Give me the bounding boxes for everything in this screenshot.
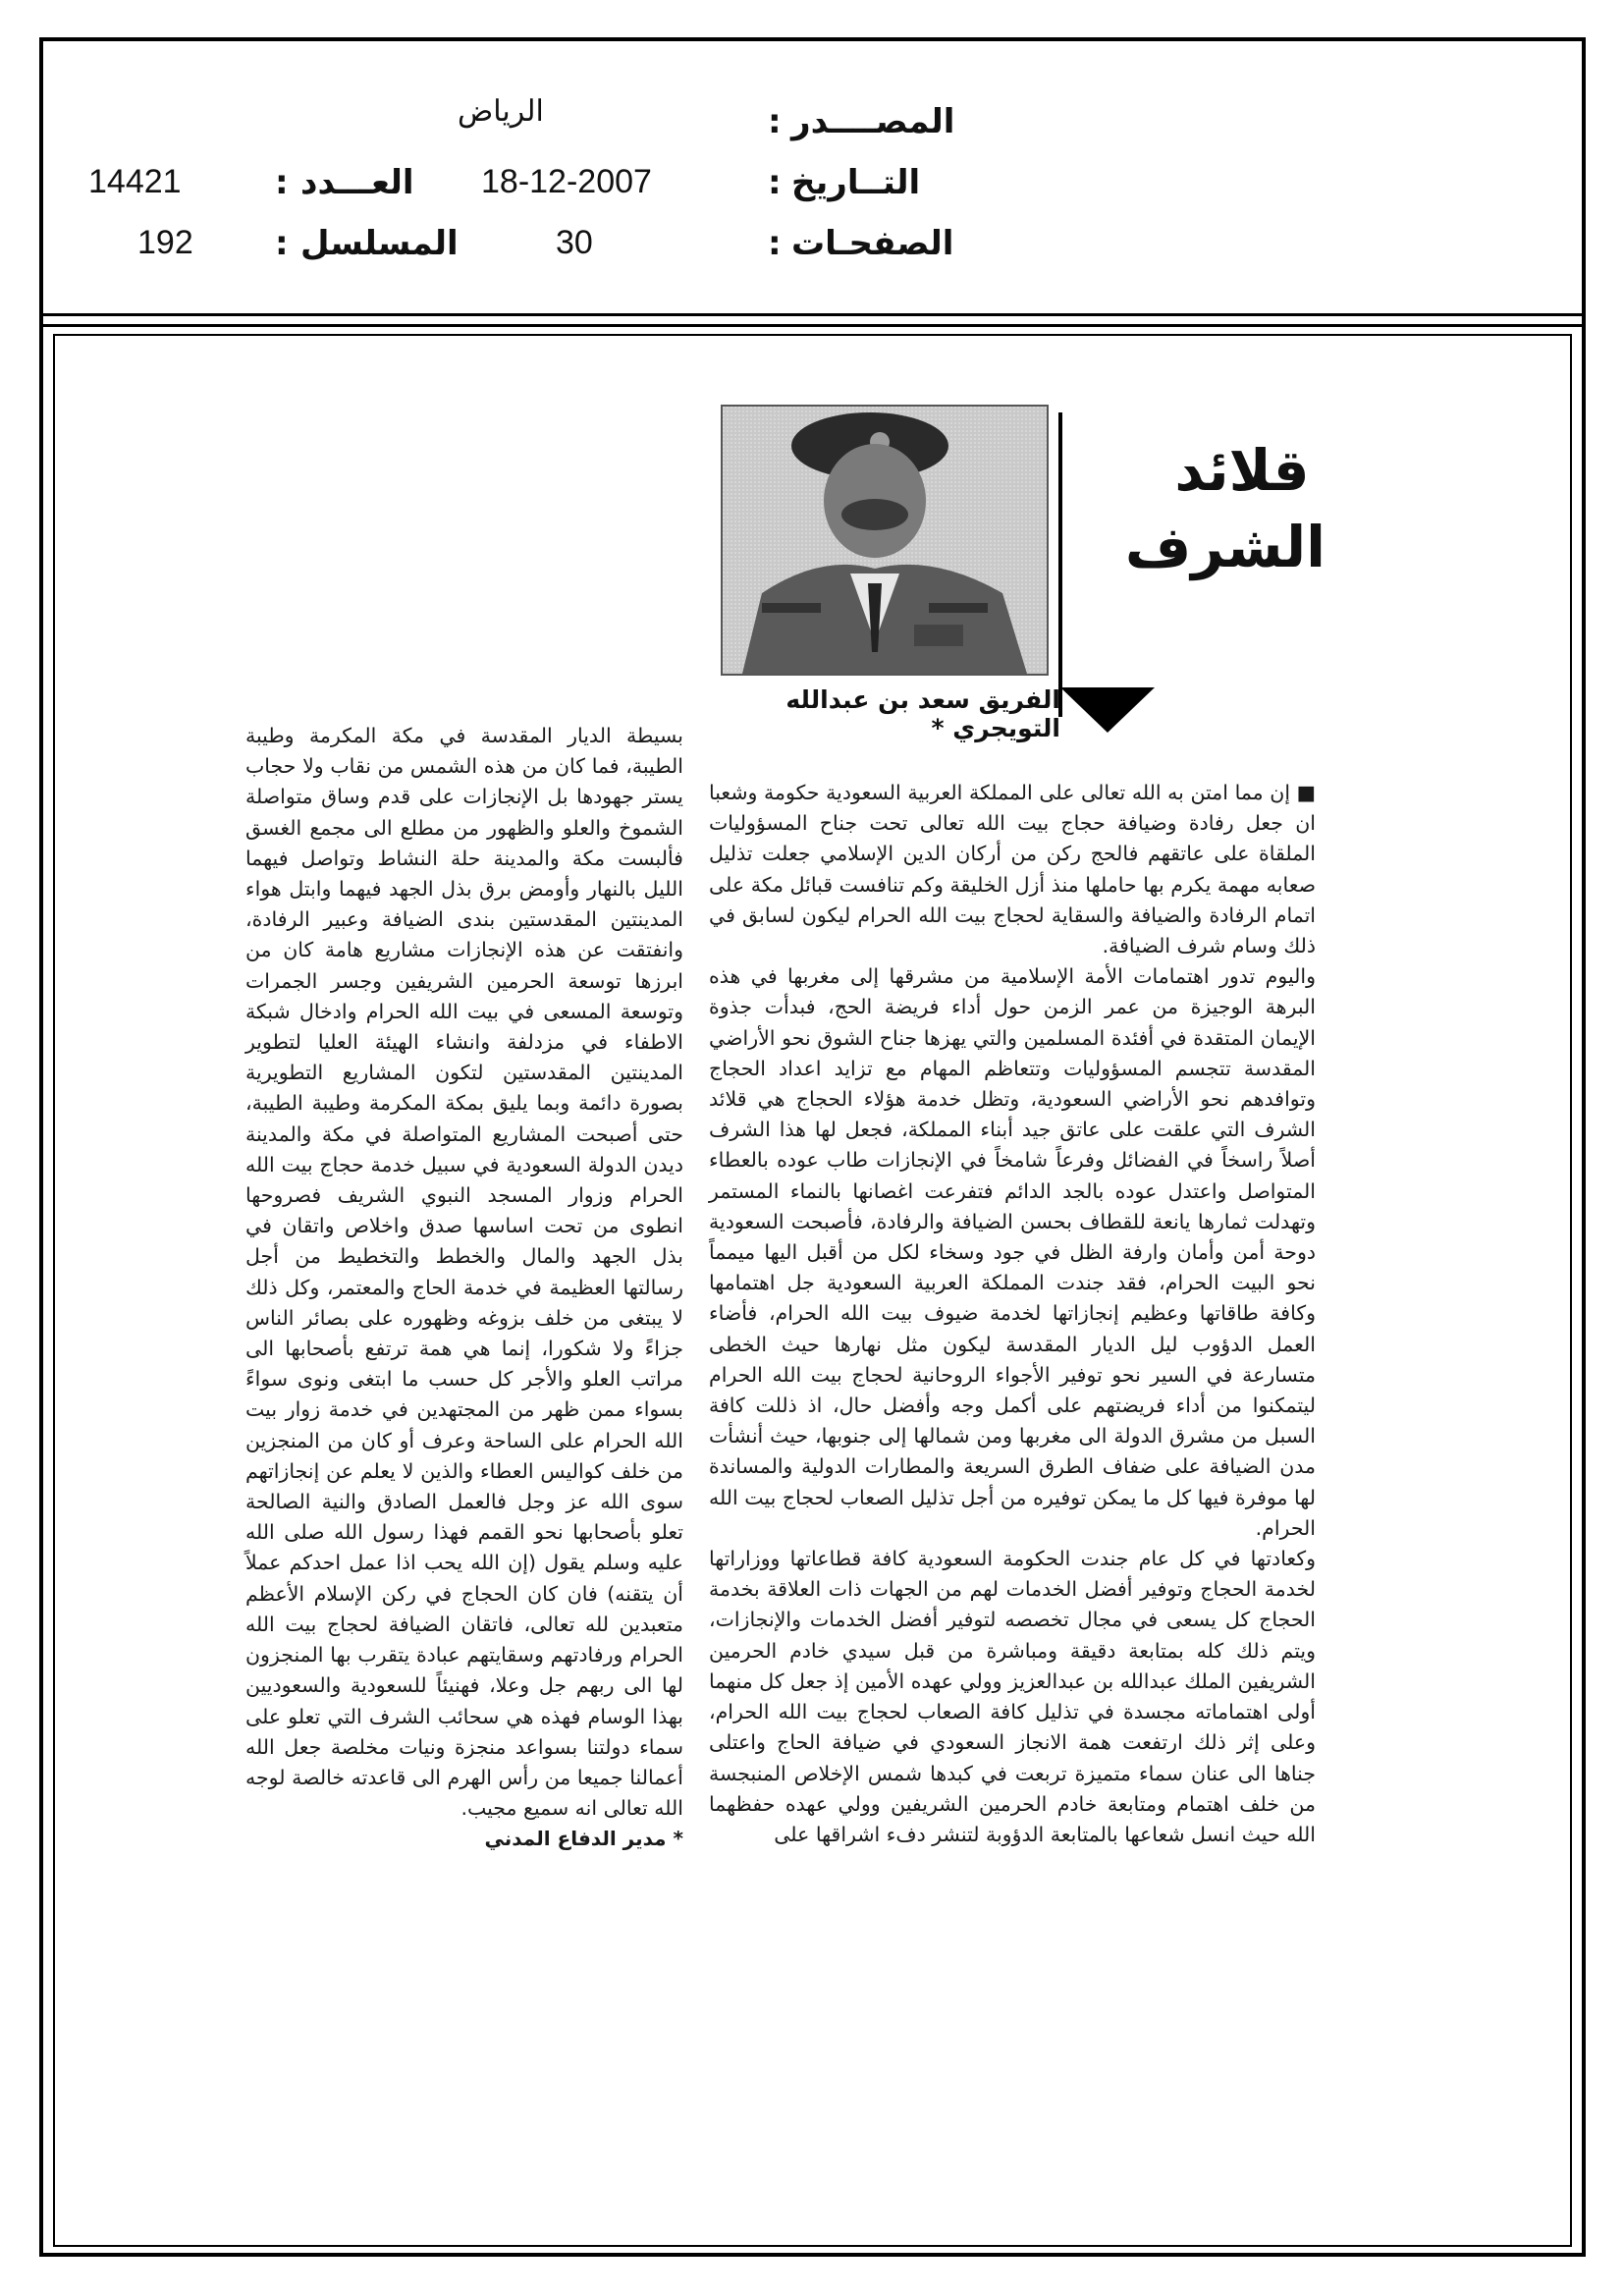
portrait-photo bbox=[721, 405, 1049, 676]
byline: الفريق سعد بن عبدالله التويجري * bbox=[785, 685, 1060, 742]
author-signoff: * مدير الدفاع المدني bbox=[484, 1827, 683, 1851]
title-line-1: قلائد bbox=[1174, 437, 1310, 504]
paragraph: ■ إن مما امتن به الله تعالى على المملكة العربية السعودية حكومة وشعبا ان جعل رفادة وضيافة حجاج بيت الله تعالى تحت جناح المسؤوليات الملقاة على عاتقهم فالحج ركن من أركان الدين الإسلامي جعلت تذليل صعابه مهمة يكرم بها حاملها منذ أزل الخليقة وكم تنافست قبائل مكة على اتمام الرفادة والضيافة والسقاية لحجاج بيت الله الحرام ليكون لسابق في ذلك وسام شرف الضيافة. bbox=[709, 781, 1316, 958]
date-label: التــاريخ bbox=[791, 163, 921, 202]
paragraph: واليوم تدور اهتمامات الأمة الإسلامية من مشرقها إلى مغربها في هذه البرهة الوجيزة من عمر الزمن حول أداء فريضة الحج، فبدأت جذوة الإيمان المتقدة في أفئدة المسلمين والتي يهزها جناح الشوق نحو الأراضي المقدسة تتجسم المسؤوليات وتتعاظم المهام مع تزايد اعداد الحجاج وتوافدهم نحو الأراضي السعودية، وتظل خدمة هؤلاء الحجاج هي قلائد الشرف التي علقت على عاتق جيد أبناء المملكة، فجعل لها هذا الشرف أصلاً راسخاً في الفضائل وفرعاً شامخاً في الإنجازات طاب عوده بالعطاء المتواصل واعتدل عوده بالجد الدائم فتفرعت اغصانها بالنماء المستمر وتهدلت ثمارها يانعة للقطاف بحسن الضيافة والرفادة، فأصبحت السعودية دوحة أمن وأمان وارفة الظل في جود وسخاء لكل من أقبل اليها ميمماً نحو البيت الحرام، فقد جندت المملكة العربية السعودية جل اهتمامها وكافة طاقاتها وعظيم إنجازاتها لخدمة ضيوف بيت الله الحرام، فأضاء العمل الدؤوب ليل الديار المقدسة ليكون مثل نهارها حيث الخطى متسارعة في السير نحو توفير الأجواء الروحانية لحجاج بيت الله الحرام ليتمكنوا من أداء فريضتهم على أكمل وجه وأفضل حال، اذ ذللت كافة السبل من مشرق الدولة الى مغربها ومن شمالها إلى جنوبها، حيث أنشأت مدن الضيافة على ضفاف الطرق السريعة والمطارات الدولية والمساندة لها موفرة فيها كل ما يمكن توفيره من أجل تذليل الصعاب لحجاج بيت الله الحرام. bbox=[709, 964, 1316, 1540]
source-value: الرياض bbox=[458, 94, 544, 129]
issue-value: 14421 bbox=[88, 163, 182, 200]
source-colon: : bbox=[768, 102, 782, 141]
issue-label: العـــدد bbox=[300, 163, 414, 202]
title-rule bbox=[1058, 412, 1062, 717]
pages-value: 30 bbox=[556, 224, 593, 261]
header-divider bbox=[43, 324, 1582, 327]
serial-colon: : bbox=[275, 224, 289, 263]
issue-colon: : bbox=[275, 163, 289, 202]
date-value: 18-12-2007 bbox=[481, 163, 652, 200]
source-label: المصــــدر bbox=[791, 102, 955, 141]
paragraph: وكعادتها في كل عام جندت الحكومة السعودية كافة قطاعاتها ووزاراتها لخدمة الحجاج وتوفير أفضل الخدمات لهم من الجهات ذات العلاقة بخدمة الحجاج كل يسعى في مجال تخصصه لتوفير أفضل الخدمات والإنجازات، ويتم ذلك كله بمتابعة دقيقة ومباشرة من قبل سيدي خادم الحرمين الشريفين الملك عبدالله بن عبدالعزيز وولي عهده الأمين إذ جعل كل منهما أولى اهتماماته مجسدة في تذليل كافة الصعاب لحجاج بيت الله الحرام، وعلى إثر ذلك ارتفعت همة الانجاز السعودي في ضيافة الحاج واعتلى جناها الى عنان سماء متميزة تربعت في كبدها شمس الإخلاص المنبجسة من خلف اهتمام ومتابعة خادم الحرمين الشريفين وولي عهده حفظهما الله حيث انسل شعاعها بالمتابعة الدؤوبة لتنشر دفء اشراقها على bbox=[709, 1547, 1316, 1846]
title-line-2: الشرف bbox=[1124, 514, 1325, 580]
article-column-right bbox=[709, 778, 1316, 1850]
portrait-icon bbox=[723, 407, 1047, 674]
byline-chevron bbox=[1060, 687, 1155, 733]
article-title bbox=[1124, 432, 1325, 585]
serial-value: 192 bbox=[137, 224, 193, 261]
paragraph: بسيطة الديار المقدسة في مكة المكرمة وطيبة الطيبة، فما كان من هذه الشمس من نقاب ولا حجاب يستر جهودها بل الإنجازات على قدم وساق متواصلة الشموخ والعلو والظهور من مطلع الى مجمع الغسق فألبست مكة والمدينة حلة النشاط وتواصل فيهما الليل بالنهار وأومض برق بذل الجهد فيهما وابتل هواء المدينتين المقدستين بندى الضيافة وعبير الرفادة، وانفتقت عن هذه الإنجازات مشاريع هامة كان من ابرزها توسعة الحرمين الشريفين وجسر الجمرات وتوسعة المسعى في بيت الله الحرام وادخال شبكة الاطفاء في مزدلفة وانشاء الهيئة العليا لتطوير المدينتين المقدستين لتكون المشاريع التطويرية بصورة دائمة وبما يليق بمكة المكرمة وطيبة الطيبة، حتى أصبحت المشاريع المتواصلة في مكة والمدينة ديدن الدولة السعودية في سبيل خدمة حجاج بيت الله الحرام وزوار المسجد النبوي الشريف فصروحها انطوى من تحت اساسها صدق واخلاص واتقان في بذل الجهد والمال والخطط والتخطيط من أجل رسالتها العظيمة في خدمة الحاج والمعتمر، وكل ذلك لا يبتغى من خلف بزوغه وظهوره على بصائر الناس جزاءً ولا شكورا، إنما هي همة ترتفع بأصحابها الى مراتب العلو والأجر كل حسب ما ابتغى ونوى سواءً بسواء ممن ظهر من المجتهدين في خدمة زوار بيت الله الحرام على الساحة وعرف أو كان من المنجزين من خلف كواليس العطاء والذين لا يعلم عن إنجازاتهم سوى الله عز وجل فالعمل الصادق والنية الصالحة تعلو بأصحابها نحو القمم فهذا رسول الله صلى الله عليه وسلم يقول (إن الله يحب اذا عمل احدكم عملاً أن يتقنه) فان كان الحجاج في ركن الإسلام الأعظم متعبدين لله تعالى، فاتقان الضيافة لحجاج بيت الله الحرام ورفادتهم وسقايتهم عبادة يتقرب بها المنجزون لها الى ربهم جل وعلا، فهنيئاً للسعودية والسعوديين بهذا الوسام فهذه هي سحائب الشرف التي تعلو على سماء دولتنا بسواعد منجزة ونيات مخلصة جعل الله أعمالنا جميعا من رأس الهرم الى قاعدته خالصة لوجه الله تعالى انه سميع مجيب. bbox=[245, 724, 683, 1821]
article-column-left bbox=[245, 721, 683, 1855]
date-colon: : bbox=[768, 163, 782, 202]
serial-label: المسلسل bbox=[300, 224, 459, 263]
pages-colon: : bbox=[768, 224, 782, 263]
pages-label: الصفحـات bbox=[791, 224, 954, 263]
